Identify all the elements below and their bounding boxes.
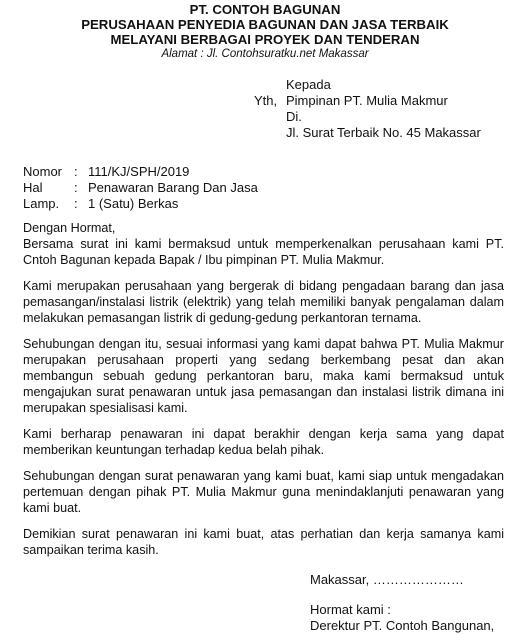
meta-label: Nomor bbox=[23, 164, 63, 179]
recipient-name-row bbox=[254, 93, 481, 109]
body-paragraph-company: Kami merupakan perusahaan yang bergerak di bidang pengadaan barang dan jasa pemasangan/instalasi listrik (elektrik) yang telah memiliki banyak pengalaman dalam melakukan pemasangan listrik di gedung-gedung perkantoran ternama. bbox=[23, 279, 504, 325]
meta-colon: : bbox=[74, 196, 78, 211]
company-tagline: PERUSAHAAN PENYEDIA BAGUNAN DAN JASA TERBAIK bbox=[81, 17, 449, 32]
body-paragraph-intro: Bersama surat ini kami bermaksud untuk memperkenalkan perusahaan kami PT. Cntoh Bagunan kepada Bapak / Ibu pimpinan PT. Mulia Makmur. bbox=[23, 237, 504, 267]
recipient-kepada-row bbox=[254, 77, 481, 93]
signature-title: Derektur PT. Contoh Bangunan, bbox=[310, 618, 495, 633]
body-paragraph-closing: Demikian surat penawaran ini kami buat, atas perhatian dan kerja samanya kami sampaikan terima kasih. bbox=[23, 527, 504, 557]
recipient-di-row bbox=[254, 109, 481, 125]
greeting: Dengan Hormat, bbox=[23, 221, 116, 235]
meta-row-hal bbox=[23, 180, 258, 196]
recipient-di: Di. bbox=[286, 109, 302, 124]
letterhead bbox=[0, 2, 530, 61]
recipient-address: Jl. Surat Terbaik No. 45 Makassar bbox=[286, 125, 481, 140]
signature-place-date: Makassar, ………………… bbox=[310, 572, 464, 587]
meta-label: Lamp. bbox=[23, 196, 60, 211]
body-paragraph-offer: Sehubungan dengan itu, sesuai informasi yang kami dapat bahwa PT. Mulia Makmur merupakan perusahaan properti yang sedang berkembang pesat dan akan membangun sebuah gedung perkantoran baru, maka kami bermaksud untuk mengajukan surat penawaran untuk jasa pemasangan dan instalasi listrik dimana ini merupakan spesialisasi kami. bbox=[23, 337, 504, 415]
meta-colon: : bbox=[74, 164, 78, 179]
meta-label: Hal bbox=[23, 180, 43, 195]
body-paragraph-meeting: Sehubungan dengan surat penawaran yang kami buat, kami siap untuk mengadakan pertemuan dengan pihak PT. Mulia Makmur guna menindaklanjuti penawaran yang kami buat. bbox=[23, 469, 504, 515]
company-name: PT. CONTOH BAGUNAN bbox=[189, 2, 341, 17]
letter-body bbox=[23, 220, 504, 568]
recipient-address-row bbox=[254, 125, 481, 141]
recipient-yth: Yth, bbox=[254, 93, 278, 108]
company-address: Alamat : Jl. Contohsuratku.net Makassar bbox=[161, 48, 369, 60]
meta-row-nomor bbox=[23, 164, 258, 180]
recipient-name: Pimpinan PT. Mulia Makmur bbox=[286, 93, 448, 108]
company-subtagline: MELAYANI BERBAGAI PROYEK DAN TENDERAN bbox=[110, 32, 420, 47]
meta-colon: : bbox=[74, 180, 78, 195]
recipient-kepada: Kepada bbox=[286, 77, 331, 92]
letter-meta bbox=[23, 164, 258, 212]
signature-block bbox=[310, 572, 494, 634]
signature-closing: Hormat kami : bbox=[310, 602, 391, 617]
meta-value: 111/KJ/SPH/2019 bbox=[88, 164, 190, 179]
body-paragraph-hope: Kami berharap penawaran ini dapat berakhir dengan kerja sama yang dapat memberikan keuntungan terhadap kedua belah pihak. bbox=[23, 427, 504, 457]
meta-row-lamp bbox=[23, 196, 258, 212]
meta-value: Penawaran Barang Dan Jasa bbox=[88, 180, 258, 195]
recipient-block bbox=[254, 77, 481, 141]
meta-value: 1 (Satu) Berkas bbox=[88, 196, 179, 211]
